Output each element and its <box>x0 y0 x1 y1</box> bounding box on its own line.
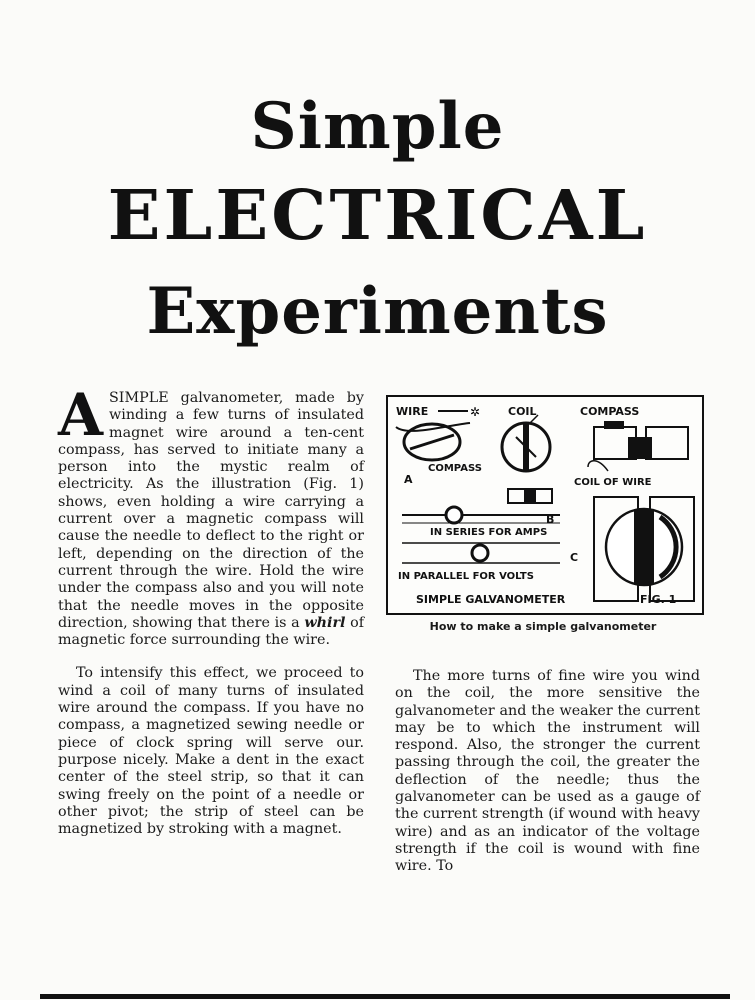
figure-caption: How to make a simple galvanometer <box>429 620 657 633</box>
paragraph-1-text: galvanometer, made by winding a few turns of insulated magnet wire around a ten-cent compass, has served to initiate many a person into the mystic realm of electricity. As the illustration (Fig. 1) shows, even holding a wire carrying a current over a magnetic compass will cause the needle to deflect to the right or left, depending on the direction of the current through the wire. Hold the wire under the compass also and you will note that the needle moves in the opposite direction, showing that there is a <box>58 390 364 631</box>
bottom-rule <box>40 994 730 999</box>
emphasis-whirl: whirl <box>304 614 346 631</box>
label-compass: COMPASS <box>428 463 482 474</box>
title-line-1: Simple <box>250 89 505 164</box>
paragraph-2-text: To intensify this effect, we proceed to wind a coil of many turns of insulated wire around the compass. If you have no compass, a magnetized sewing needle or piece of clock spring will serve our. purpose nicely. Make a dent in the exact center of the steel strip, so that it can swing freely on the point of a needle or other pivot; the strip of steel can be magnetized by stroking with a magnet. <box>58 665 364 838</box>
paragraph-3 <box>395 668 700 876</box>
bug-icon: ✲ <box>470 405 481 419</box>
paragraph-3-text: The more turns of fine wire you wind on the coil, the more sensitive the galvanometer and the weaker the current may be to which the instrument will respond. Also, the stronger the current passing through the coil, the greater the deflection of the needle; thus the galvanometer can be used as a gauge of the current strength (if wound with heavy wire) and as an indicator of the voltage strength if the coil is wound with fine wire. To <box>395 668 700 875</box>
label-coil: COIL <box>508 405 537 418</box>
figure-galvanometer <box>386 395 704 615</box>
paragraph-1 <box>58 381 364 649</box>
label-coil-of-wire: COIL OF WIRE <box>574 477 652 488</box>
paragraph-1-end: of magnetic force surrounding the wire. <box>58 614 364 649</box>
title-line-3: Experiments <box>146 274 609 349</box>
drop-cap: A <box>58 381 104 449</box>
label-series: IN SERIES FOR AMPS <box>430 527 548 538</box>
label-b: B <box>546 513 555 526</box>
galvanometer-diagram <box>388 397 702 613</box>
label-c: C <box>570 551 579 564</box>
left-column <box>58 381 364 838</box>
label-figure-title: SIMPLE GALVANOMETER <box>416 593 566 606</box>
paragraph-1-lead: SIMPLE <box>109 390 169 406</box>
label-compass-top: COMPASS <box>580 405 640 418</box>
title-line-2: ELECTRICAL <box>107 176 648 256</box>
label-a: A <box>404 473 413 486</box>
label-wire: WIRE <box>396 405 429 418</box>
right-column <box>395 668 700 876</box>
paragraph-2 <box>58 665 364 838</box>
label-parallel: IN PARALLEL FOR VOLTS <box>398 571 534 582</box>
label-fig-number: FIG. 1 <box>640 593 677 606</box>
